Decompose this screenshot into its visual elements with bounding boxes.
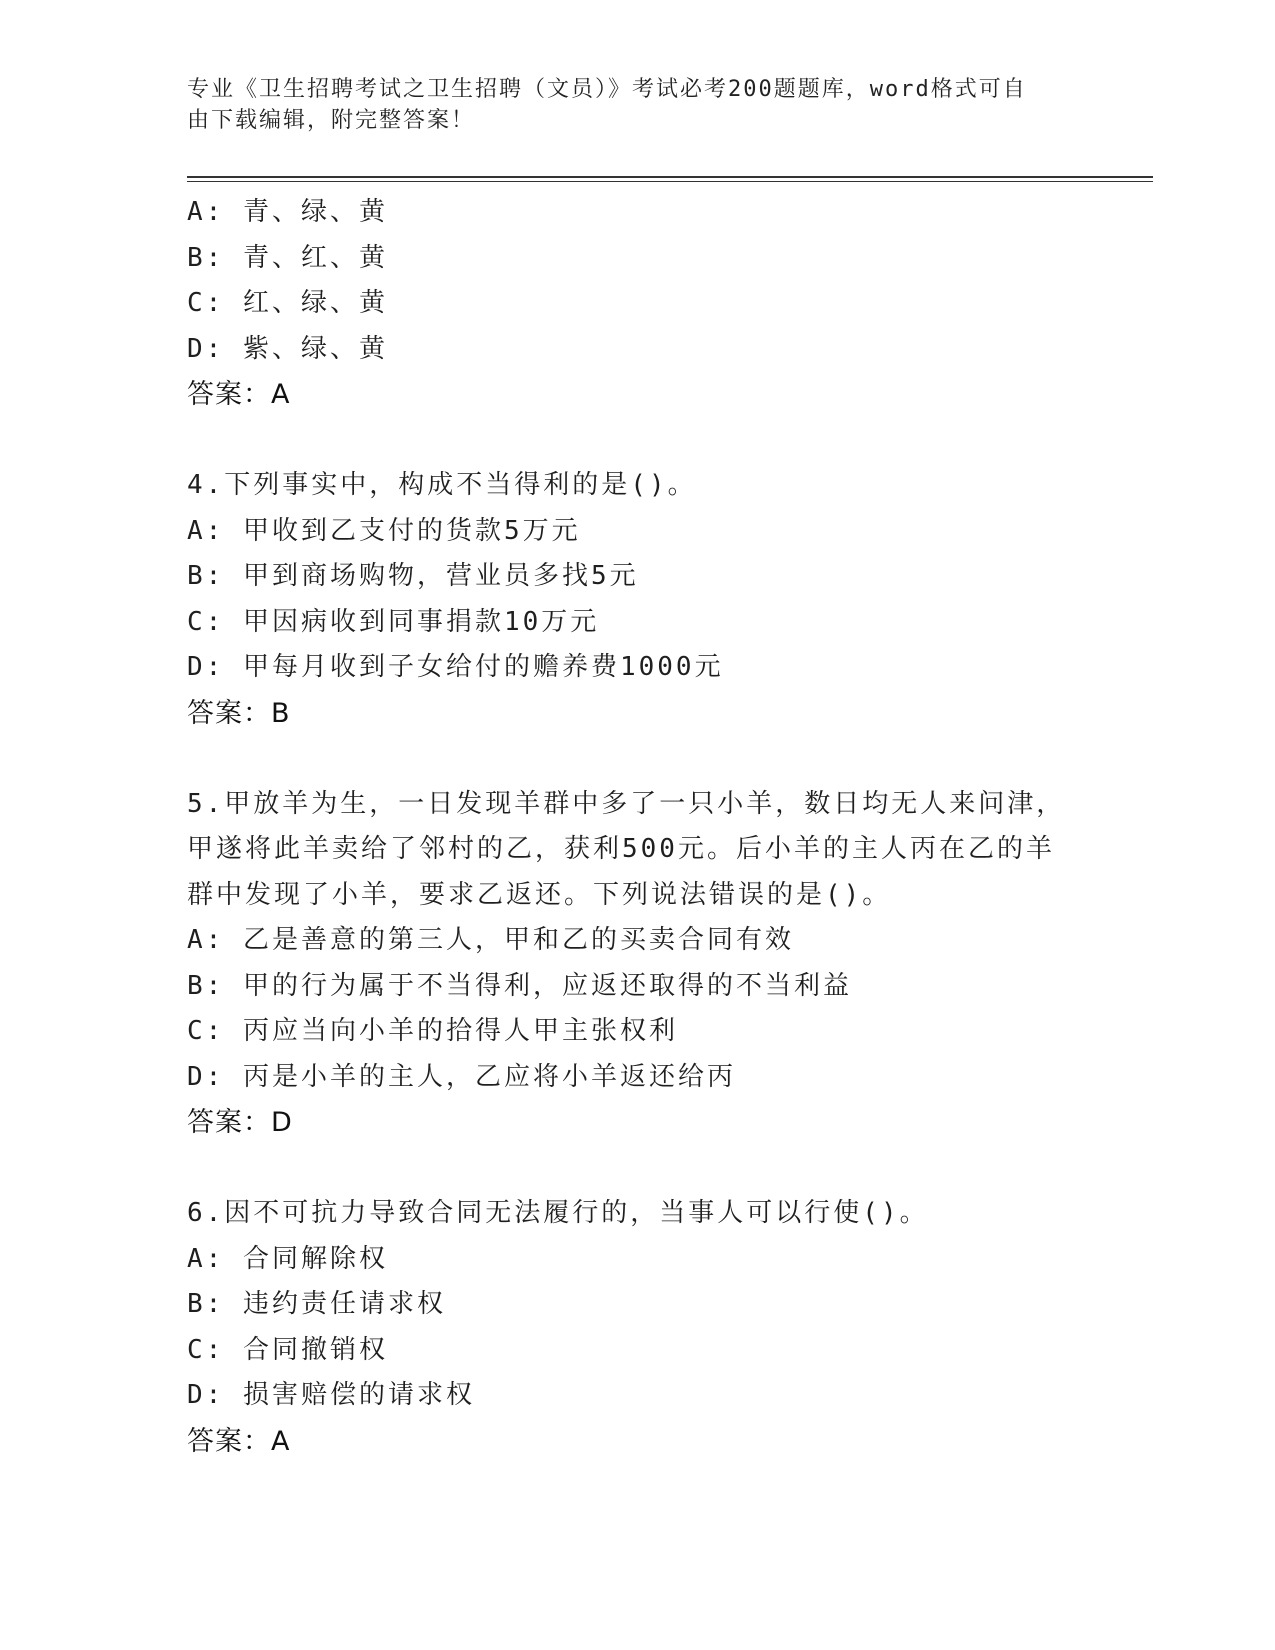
spacer [187,418,1147,464]
option-d: D: 紫、绿、黄 [187,333,388,364]
option-b: B: 甲到商场购物，营业员多找5元 [187,561,639,591]
answer-line: 答案：B [187,697,291,729]
option-c: C: 甲因病收到同事捐款10万元 [187,606,600,637]
header-divider-thick [187,176,1153,178]
option-d: D: 损害赔偿的请求权 [187,1380,475,1410]
option-d: D: 丙是小羊的主人，乙应将小羊返还给丙 [187,1061,736,1092]
spacer [187,1146,1147,1192]
document-header [187,74,1067,136]
header-line-2: 由下载编辑，附完整答案！ [187,108,476,133]
option-a: A: 乙是善意的第三人，甲和乙的买卖合同有效 [187,925,794,955]
option-a: A: 合同解除权 [187,1243,388,1274]
option-b: B: 青、红、黄 [187,242,388,273]
option-c: C: 红、绿、黄 [187,288,388,318]
answer-line: 答案：A [187,1425,291,1457]
option-a: A: 青、绿、黄 [187,197,388,227]
answer-line: 答案：D [187,1107,293,1138]
option-b: B: 甲的行为属于不当得利，应返还取得的不当利益 [187,970,852,1001]
question-text: 4.下列事实中，构成不当得利的是()。 [187,470,697,500]
header-divider-thin [187,181,1153,182]
option-a: A: 甲收到乙支付的货款5万元 [187,515,581,546]
option-c: C: 丙应当向小羊的拾得人甲主张权利 [187,1016,678,1046]
question-6 [187,1191,1147,1464]
answer-line: 答案：A [187,379,291,410]
question-5 [187,782,1147,1146]
question-text: 6.因不可抗力导致合同无法履行的，当事人可以行使()。 [187,1198,929,1228]
question-text-line-1: 5.甲放羊为生，一日发现羊群中多了一只小羊，数日均无人来问津， [187,788,1066,819]
question-4 [187,463,1147,736]
question-text-line-2: 甲遂将此羊卖给了邻村的乙，获利500元。后小羊的主人丙在乙的羊 [187,834,1055,864]
header-line-1: 专业《卫生招聘考试之卫生招聘（文员）》考试必考200题题库，word格式可自 [187,77,1027,102]
option-c: C: 合同撤销权 [187,1334,388,1365]
question-text-line-3: 群中发现了小羊，要求乙返还。下列说法错误的是()。 [187,879,892,910]
question-list [187,190,1147,1464]
spacer [187,736,1147,782]
question-3 [187,190,1147,418]
option-d: D: 甲每月收到子女给付的赡养费1000元 [187,652,724,682]
option-b: B: 违约责任请求权 [187,1289,446,1319]
